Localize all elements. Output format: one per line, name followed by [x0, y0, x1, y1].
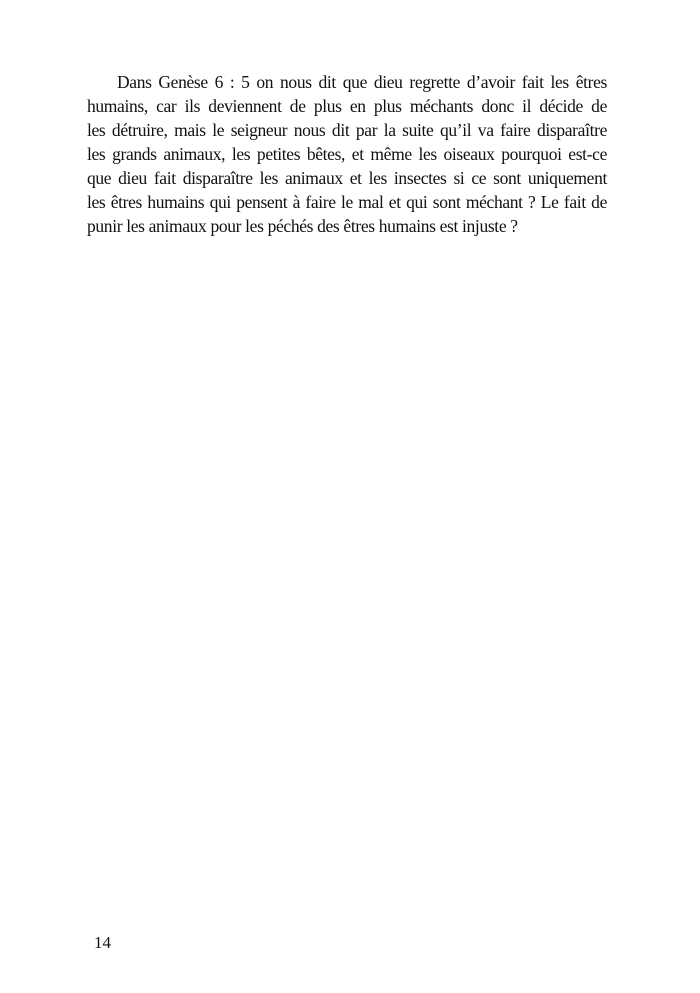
paragraph-line: les êtres humains qui pensent à faire le mal et qui sont méchant ? Le fait de: [87, 192, 607, 212]
body-paragraph: [87, 70, 607, 238]
paragraph-line: les détruire, mais le seigneur nous dit par la suite qu’il va faire disparaître: [87, 120, 607, 140]
paragraph-line: punir les animaux pour les péchés des êtres humains est injuste ?: [87, 216, 518, 236]
paragraph-line: humains, car ils deviennent de plus en plus méchants donc il décide de: [87, 96, 607, 116]
paragraph-line: que dieu fait disparaître les animaux et les insectes si ce sont uniquement: [87, 168, 607, 188]
paragraph-line: les grands animaux, les petites bêtes, et même les oiseaux pourquoi est-ce: [87, 144, 607, 164]
page-number: 14: [94, 933, 111, 952]
paragraph-line: Dans Genèse 6 : 5 on nous dit que dieu regrette d’avoir fait les êtres: [117, 72, 607, 92]
